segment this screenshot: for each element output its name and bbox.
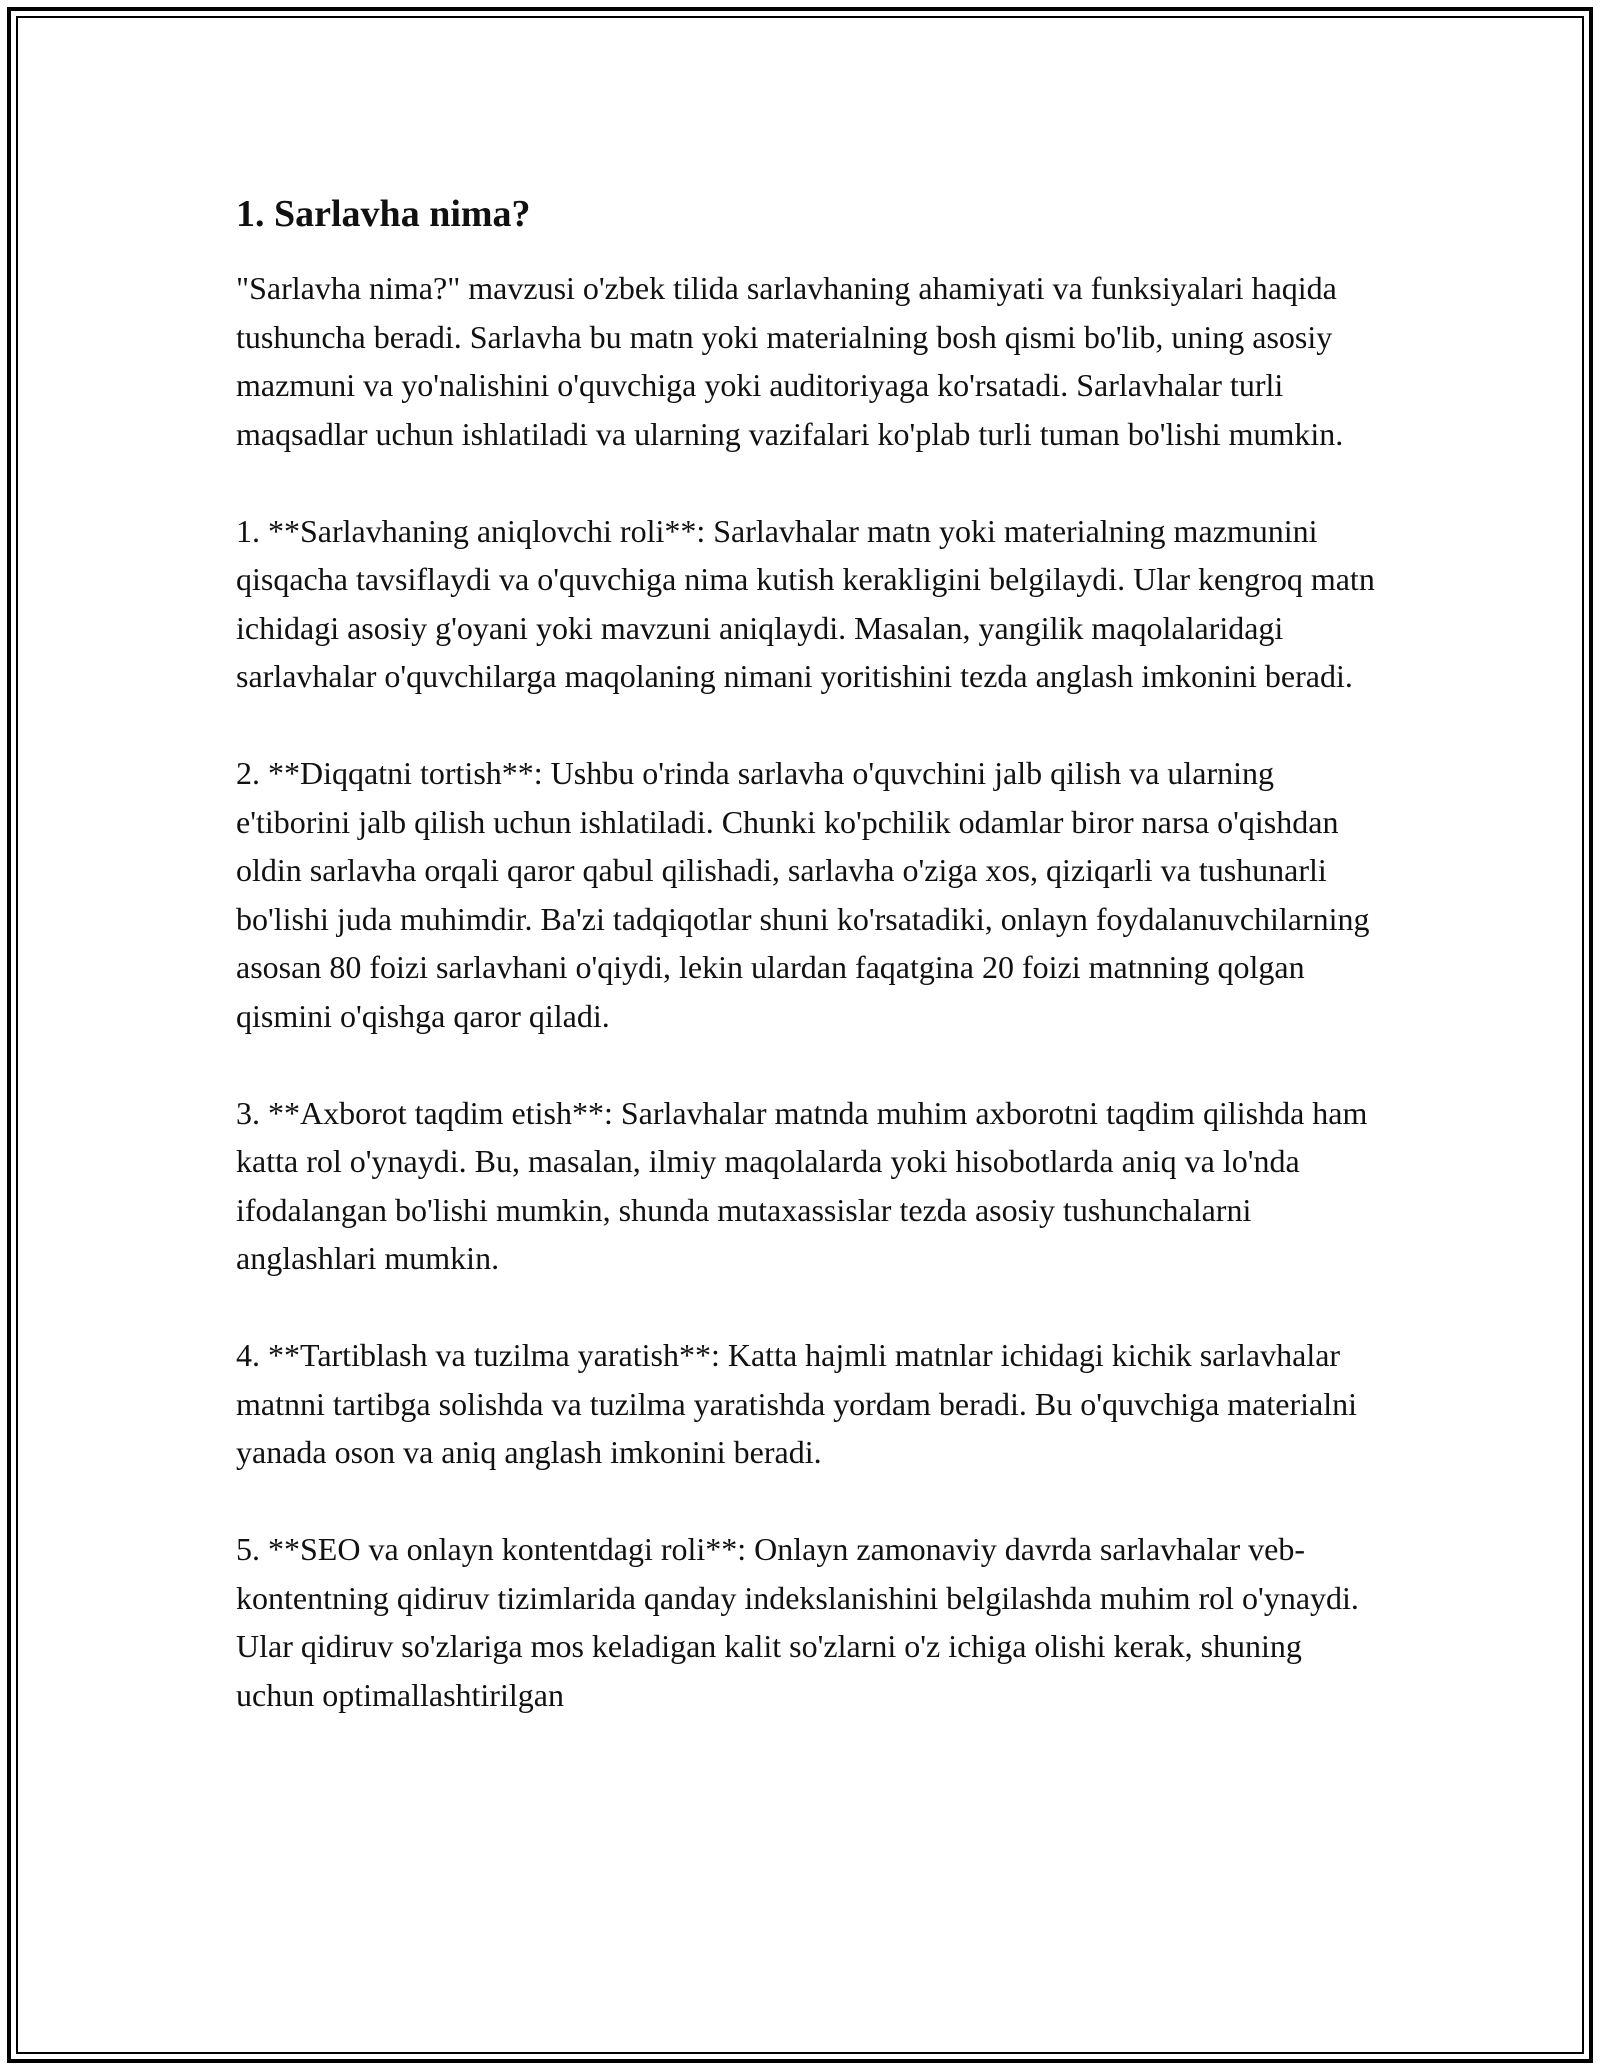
document-title: 1. Sarlavha nima? bbox=[236, 193, 531, 235]
paragraph-item-1: 1. **Sarlavhaning aniqlovchi roli**: Sarlavhalar matn yoki materialning mazmunini qisqacha tavsiflaydi va o'quvchiga nima kutish kerakligini belgilaydi. Ular kengroq matn ichidagi asosiy g'oyani yoki mavzuni aniqlaydi. Masalan, yangilik maqolalaridagi sarlavhalar o'quvchilarga maqolaning nimani yoritishini tezda anglash imkonini beradi. bbox=[236, 512, 1375, 694]
paragraph-item-4: 4. **Tartiblash va tuzilma yaratish**: Katta hajmli matnlar ichidagi kichik sarlavhalar matnni tartibga solishda va tuzilma yaratishda yordam beradi. Bu o'quvchiga materialni yanada oson va aniq anglash imkonini beradi. bbox=[236, 1337, 1357, 1470]
paragraph-item-2: 2. **Diqqatni tortish**: Ushbu o'rinda sarlavha o'quvchini jalb qilish va ularning e'tiborini jalb qilish uchun ishlatiladi. Chunki ko'pchilik odamlar biror narsa o'qishdan oldin sarlavha orqali qaror qabul qilishadi, sarlavha o'ziga xos, qiziqarli va tushunarli bo'lishi juda muhimdir. Ba'zi tadqiqotlar shuni ko'rsatadiki, onlayn foydalanuvchilarning asosan 80 foizi sarlavhani o'qiydi, lekin ulardan faqatgina 20 foizi matnning qolgan qismini o'qishga qaror qiladi. bbox=[236, 755, 1370, 1034]
paragraph-item-3: 3. **Axborot taqdim etish**: Sarlavhalar matnda muhim axborotni taqdim qilishda ham katta rol o'ynaydi. Bu, masalan, ilmiy maqolalarda yoki hisobotlarda aniq va lo'nda ifodalangan bo'lishi mumkin, shunda mutaxassislar tezda asosiy tushunchalarni anglashlari mumkin. bbox=[236, 1094, 1368, 1276]
document-body bbox=[236, 190, 1386, 1719]
paragraph-item-5: 5. **SEO va onlayn kontentdagi roli**: Onlayn zamonaviy davrda sarlavhalar veb-kontentning qidiruv tizimlarida qanday indekslanishini belgilashda muhim rol o'ynaydi. Ular qidiruv so'zlariga mos keladigan kalit so'zlarni o'z ichiga olishi kerak, shuning uchun optimallashtirilgan bbox=[236, 1531, 1359, 1713]
paragraph-intro: "Sarlavha nima?" mavzusi o'zbek tilida sarlavhaning ahamiyati va funksiyalari haqida tushuncha beradi. Sarlavha bu matn yoki materialning bosh qismi bo'lib, uning asosiy mazmuni va yo'nalishini o'quvchiga yoki auditoriyaga ko'rsatadi. Sarlavhalar turli maqsadlar uchun ishlatiladi va ularning vazifalari ko'plab turli tuman bo'lishi mumkin. bbox=[236, 270, 1344, 452]
